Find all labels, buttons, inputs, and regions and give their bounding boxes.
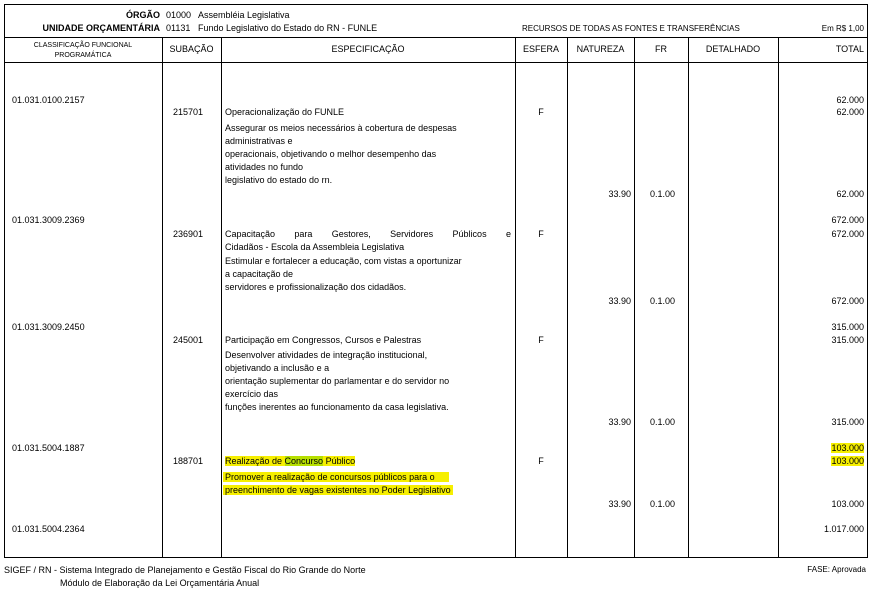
row2-fr: 0.1.00 (650, 296, 676, 306)
row4-titulo (225, 456, 355, 466)
row4-class-total: 103.000 (831, 443, 864, 453)
orgao-name: Assembléia Legislativa (198, 10, 290, 20)
row3-titulo: Participação em Congressos, Cursos e Palestras (225, 335, 422, 345)
row2-desc-line: Estimular e fortalecer a educação, com vistas a oportunizar (225, 256, 462, 266)
row4-natureza: 33.90 (608, 499, 631, 509)
row1-desc-line: Assegurar os meios necessários à cobertura de despesas (225, 123, 457, 133)
row4-subacao: 188701 (173, 456, 204, 466)
col-esfera: ESFERA (522, 44, 559, 54)
row1-classificacao: 01.031.0100.2157 (12, 95, 85, 105)
row3-class-total: 315.000 (831, 322, 864, 332)
col-classificacao-line2: PROGRAMÁTICA (54, 52, 112, 59)
row3-desc-line: exercício das (225, 389, 279, 399)
row1-desc-line: legislativo do estado do rn. (225, 175, 333, 185)
row2-natureza: 33.90 (608, 296, 631, 306)
col-detalhado: DETALHADO (705, 44, 761, 54)
row2-titulo-word: Públicos (452, 229, 487, 239)
row3-sub-total: 315.000 (831, 335, 864, 345)
row4-desc-text: Promover a realização de concursos públicos para o (223, 472, 449, 482)
row2-subacao: 236901 (173, 229, 204, 239)
row1-natureza: 33.90 (608, 189, 631, 199)
row2-desc-line: a capacitação de (225, 269, 294, 279)
row4-desc-line (223, 471, 453, 484)
row3-fr: 0.1.00 (650, 417, 676, 427)
row3-desc-line: Desenvolver atividades de integração institucional, (225, 350, 428, 360)
col-subacao: SUBAÇÃO (169, 44, 214, 54)
row4-class-total-wrap (780, 443, 864, 453)
row4-esfera: F (538, 456, 544, 466)
row2-titulo-word: e (505, 229, 511, 239)
recursos-label: RECURSOS DE TODAS AS FONTES E TRANSFERÊNCIAS (522, 24, 740, 33)
column-header-divider (4, 62, 868, 63)
row4-fr: 0.1.00 (650, 499, 676, 509)
row4-sub-total: 103.000 (831, 456, 864, 466)
row1-sub-total: 62.000 (836, 107, 864, 117)
unit-label: Em R$ 1,00 (821, 24, 864, 33)
orgao-label: ÓRGÃO (125, 10, 160, 20)
row2-titulo-word: Gestores, (331, 229, 371, 239)
row2-classificacao: 01.031.3009.2369 (12, 215, 85, 225)
row2-descricao (225, 255, 462, 294)
row4-descricao (223, 471, 453, 497)
unidade-code: 01131 (166, 23, 191, 33)
row3-subacao: 245001 (173, 335, 204, 345)
row4-detalhe-total: 103.000 (831, 499, 864, 509)
row2-titulo-word: Capacitação (225, 229, 276, 239)
row3-esfera: F (538, 335, 544, 345)
row5-classificacao: 01.031.5004.2364 (12, 524, 85, 534)
row1-class-total: 62.000 (836, 95, 864, 105)
col-especificacao: ESPECIFICAÇÃO (331, 44, 405, 54)
row2-titulo-word: Servidores (390, 229, 434, 239)
header-divider (4, 37, 868, 38)
row3-desc-line: orientação suplementar do parlamentar e do servidor no (225, 376, 450, 386)
row3-detalhe-total: 315.000 (831, 417, 864, 427)
orgao-code: 01000 (166, 10, 192, 20)
row2-class-total: 672.000 (831, 215, 864, 225)
row1-titulo: Operacionalização do FUNLE (225, 107, 345, 117)
col-divider-6 (688, 37, 689, 558)
footer-system: SIGEF / RN - Sistema Integrado de Planejamento e Gestão Fiscal do Rio Grande do Norte (4, 565, 366, 575)
col-fr: FR (655, 44, 667, 54)
row1-subacao: 215701 (173, 107, 204, 117)
row5-class-total: 1.017.000 (823, 524, 864, 534)
row4-titulo-pre: Realização de (225, 456, 285, 466)
row3-natureza: 33.90 (608, 417, 631, 427)
footer-module: Módulo de Elaboração da Lei Orçamentária Anual (60, 578, 260, 588)
row4-desc-line (223, 484, 453, 497)
row1-desc-line: operacionais, objetivando o melhor desempenho das (225, 149, 437, 159)
row4-desc-text: preenchimento de vagas existentes no Poder Legislativo (225, 485, 451, 495)
row1-fr: 0.1.00 (650, 189, 676, 199)
col-divider-1 (162, 37, 163, 558)
row1-esfera: F (538, 107, 544, 117)
row3-desc-line: objetivando a inclusão e a (225, 363, 330, 373)
row4-sub-total-wrap (780, 456, 864, 466)
row1-descricao (225, 122, 457, 187)
col-divider-7 (778, 37, 779, 558)
col-natureza: NATUREZA (576, 44, 625, 54)
row2-detalhe-total: 672.000 (831, 296, 864, 306)
row2-titulo (225, 229, 511, 239)
row4-classificacao: 01.031.5004.1887 (12, 443, 85, 453)
col-total: TOTAL (835, 44, 864, 54)
row1-desc-line: administrativas e (225, 136, 293, 146)
col-classificacao-line1: CLASSIFICAÇÃO FUNCIONAL (33, 42, 133, 49)
row3-desc-line: funções inerentes ao funcionamento da casa legislativa. (225, 402, 449, 412)
row3-classificacao: 01.031.3009.2450 (12, 322, 85, 332)
footer-fase: FASE: Aprovada (807, 565, 866, 574)
row1-detalhe-total: 62.000 (836, 189, 864, 199)
unidade-name: Fundo Legislativo do Estado do RN - FUNLE (198, 23, 378, 33)
row4-titulo-mid: Concurso (284, 456, 324, 466)
unidade-label: UNIDADE ORÇAMENTÁRIA (42, 23, 160, 33)
row2-esfera: F (538, 229, 544, 239)
row2-sub-total: 672.000 (831, 229, 864, 239)
row2-titulo-word: para (294, 229, 313, 239)
col-divider-2 (221, 37, 222, 558)
col-divider-5 (634, 37, 635, 558)
row4-titulo-post: Público (323, 456, 356, 466)
row2-titulo-line2: Cidadãos - Escola da Assembleia Legislativa (225, 242, 405, 252)
row3-descricao (225, 349, 449, 414)
row2-desc-line: servidores e profissionalização dos cidadãos. (225, 282, 407, 292)
row1-desc-line: atividades no fundo (225, 162, 304, 172)
